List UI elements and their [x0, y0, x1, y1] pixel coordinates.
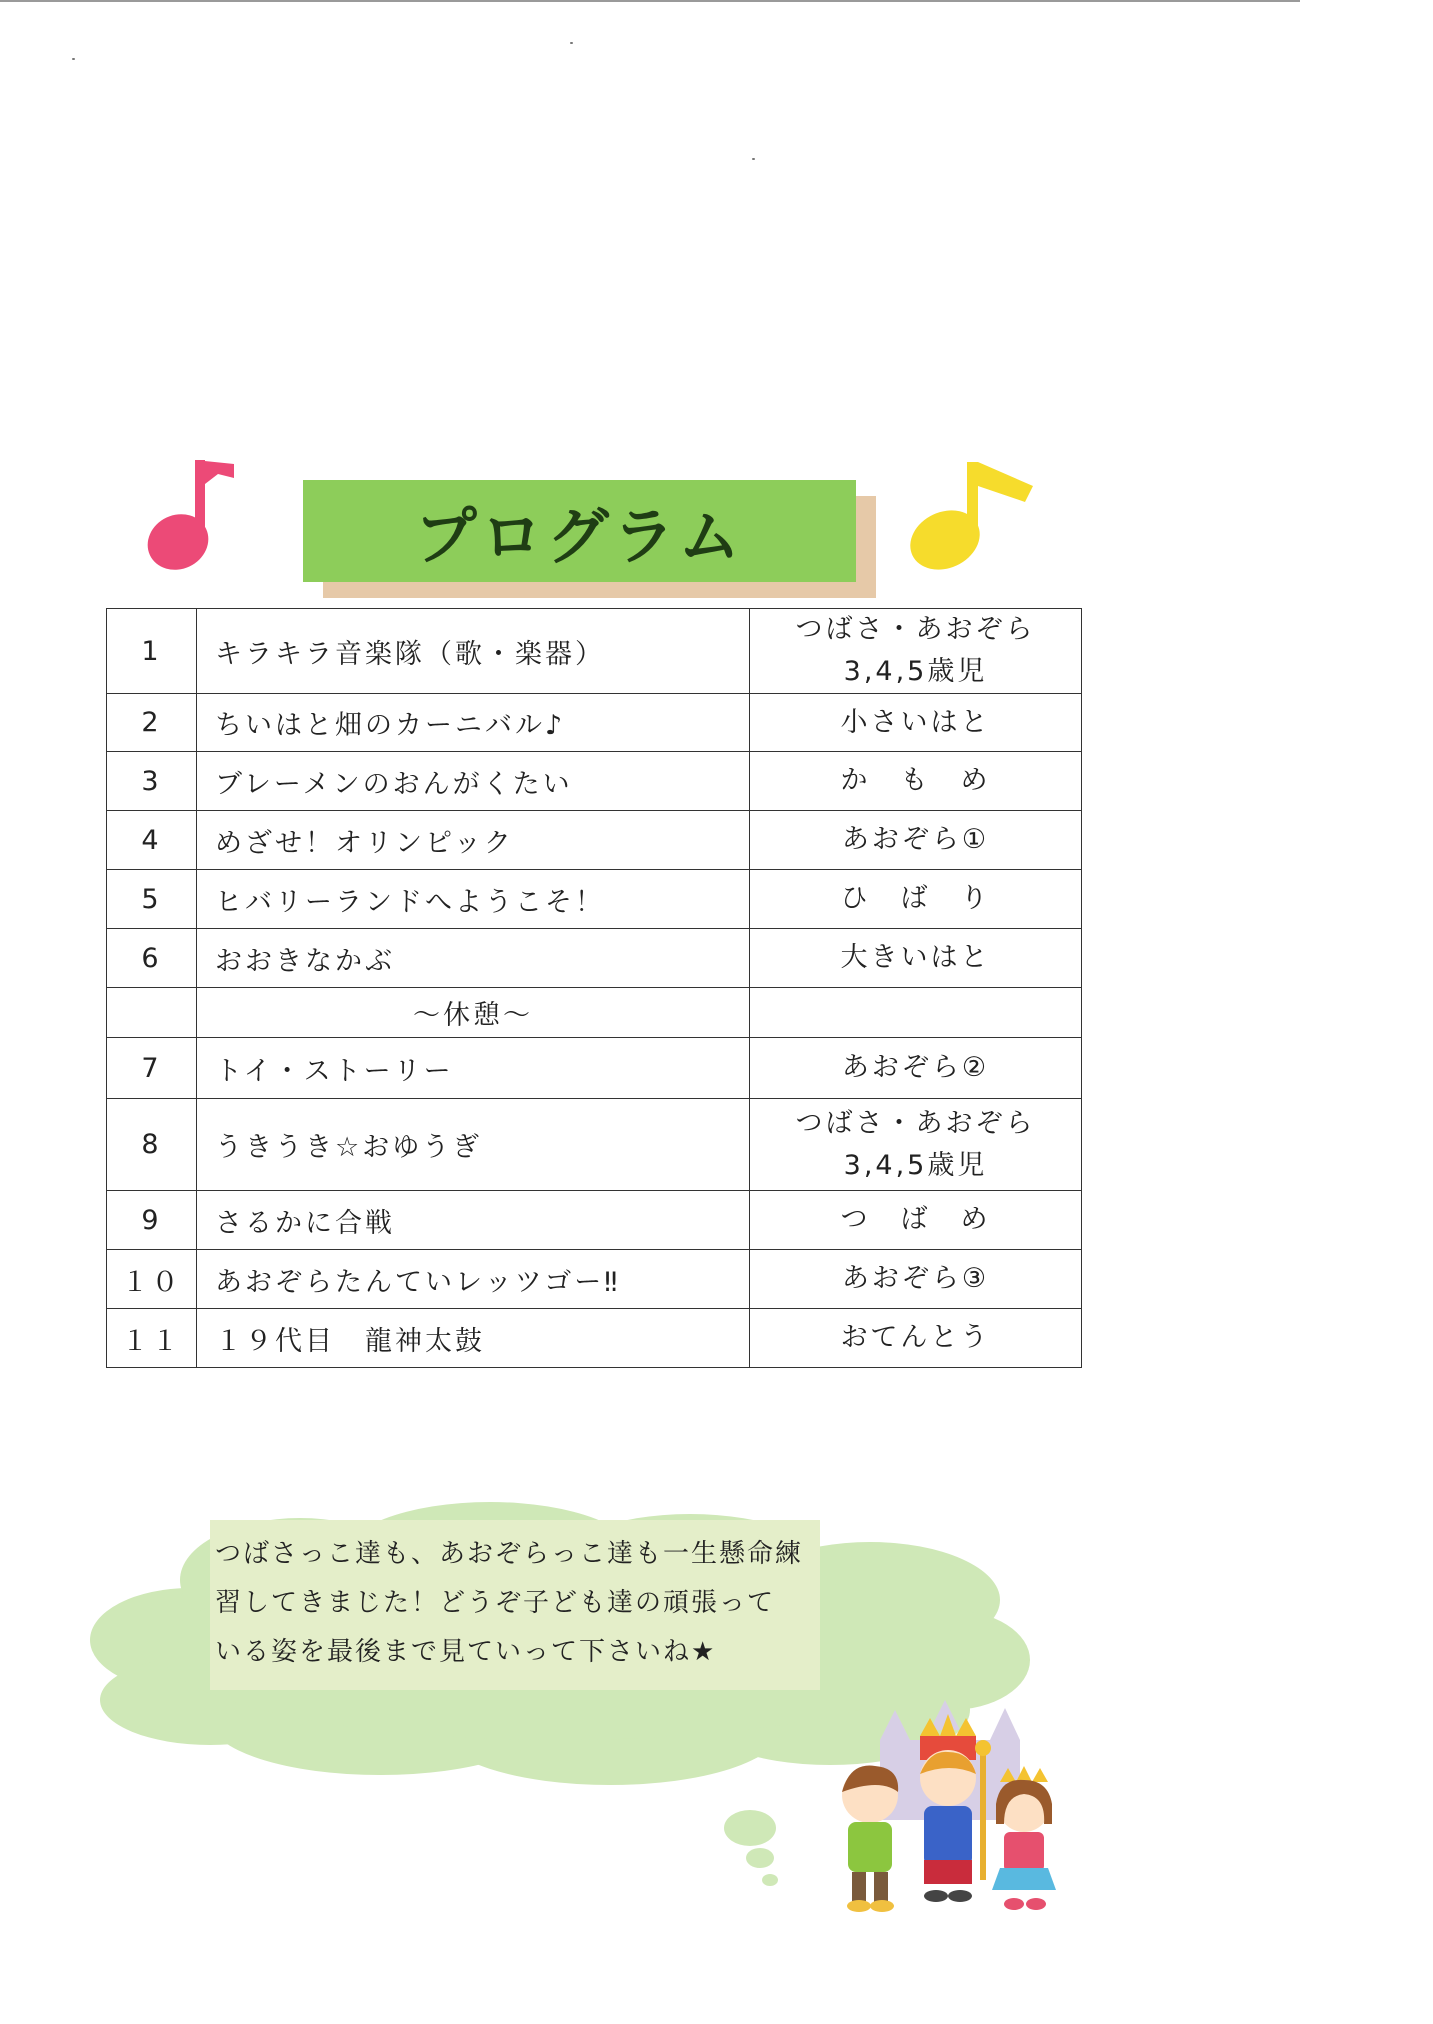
- program-table: [106, 608, 1082, 1368]
- row-performer: あおぞら②: [750, 1038, 1082, 1099]
- row-number: 8: [107, 1099, 197, 1191]
- table-row: [107, 1250, 1082, 1309]
- table-row: [107, 1099, 1082, 1191]
- row-title: キラキラ音楽隊（歌・楽器）: [197, 609, 750, 694]
- break-label: ～休憩～: [197, 988, 750, 1038]
- message-line: つばさっこ達も、あおぞらっこ達も一生懸命練: [215, 1539, 804, 1569]
- row-title: おおきなかぶ: [197, 929, 750, 988]
- table-row: [107, 870, 1082, 929]
- message-line: いる姿を最後まで見ていって下さいね★: [215, 1637, 717, 1667]
- row-performer: ひ ば り: [750, 870, 1082, 929]
- row-number: 5: [107, 870, 197, 929]
- message-text: [215, 1530, 815, 1677]
- table-row: [107, 811, 1082, 870]
- row-performer: あおぞら③: [750, 1250, 1082, 1309]
- table-row-break: [107, 988, 1082, 1038]
- row-title: ちいはと畑のカーニバル♪: [197, 694, 750, 752]
- table-row: [107, 1038, 1082, 1099]
- row-performer: あおぞら①: [750, 811, 1082, 870]
- table-row: [107, 929, 1082, 988]
- message-line: 習してきまじた！どうぞ子ども達の頑張って: [215, 1588, 776, 1618]
- row-number: [107, 988, 197, 1038]
- children-illustration: [820, 1700, 1080, 1940]
- table-row: [107, 694, 1082, 752]
- row-performer: 大きいはと: [750, 929, 1082, 988]
- row-number: 9: [107, 1191, 197, 1250]
- row-number: 2: [107, 694, 197, 752]
- scan-speck: [570, 42, 573, 44]
- table-row: [107, 752, 1082, 811]
- row-title: １９代目 龍神太鼓: [197, 1309, 750, 1368]
- row-number: １０: [107, 1250, 197, 1309]
- top-rule: [0, 0, 1300, 2]
- table-row: [107, 1309, 1082, 1368]
- scan-speck: [72, 58, 75, 60]
- row-number: 6: [107, 929, 197, 988]
- music-note-icon: [140, 450, 240, 580]
- row-performer: つばさ・あおぞら 3,4,5歳児: [750, 1099, 1082, 1191]
- row-title: トイ・ストーリー: [197, 1038, 750, 1099]
- row-title: さるかに合戦: [197, 1191, 750, 1250]
- row-performer: か も め: [750, 752, 1082, 811]
- row-performer: つばさ・あおぞら 3,4,5歳児: [750, 609, 1082, 694]
- row-title: うきうき☆おゆうぎ: [197, 1099, 750, 1191]
- row-performer: 小さいはと: [750, 694, 1082, 752]
- table-row: [107, 1191, 1082, 1250]
- row-performer: つ ば め: [750, 1191, 1082, 1250]
- row-performer: [750, 988, 1082, 1038]
- row-number: 7: [107, 1038, 197, 1099]
- music-note-icon: [905, 452, 1040, 580]
- row-number: 1: [107, 609, 197, 694]
- row-title: ブレーメンのおんがくたい: [197, 752, 750, 811]
- scan-speck: [752, 158, 755, 160]
- title-banner: [303, 480, 856, 582]
- table-row: [107, 609, 1082, 694]
- row-performer: おてんとう: [750, 1309, 1082, 1368]
- row-number: 4: [107, 811, 197, 870]
- row-title: めざせ！オリンピック: [197, 811, 750, 870]
- row-title: あおぞらたんていレッツゴー‼: [197, 1250, 750, 1309]
- row-number: １１: [107, 1309, 197, 1368]
- row-number: 3: [107, 752, 197, 811]
- row-title: ヒバリーランドへようこそ！: [197, 870, 750, 929]
- page-title: プログラム: [414, 499, 745, 573]
